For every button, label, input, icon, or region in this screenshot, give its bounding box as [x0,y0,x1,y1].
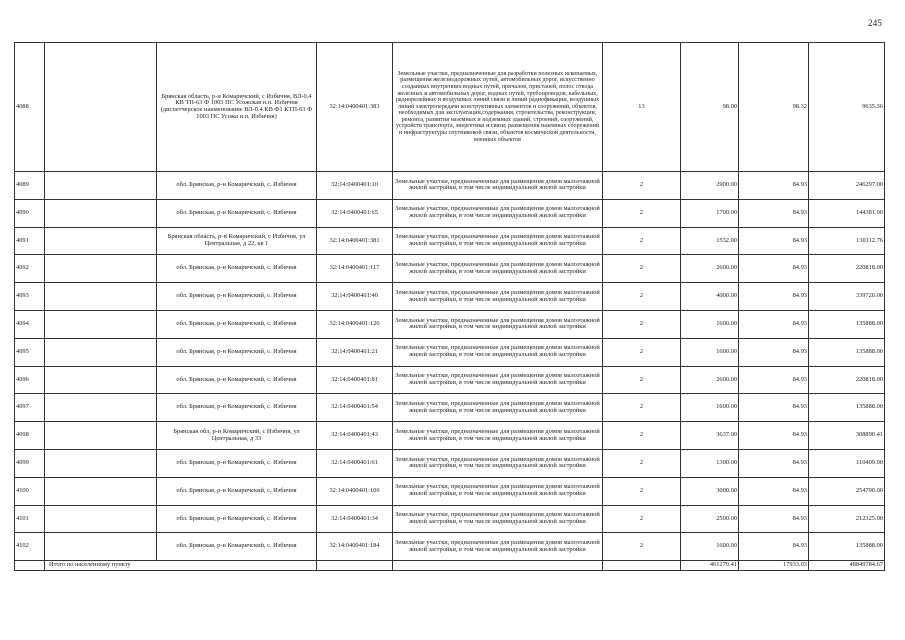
group-cell: 2 [603,199,681,227]
table-row [15,449,885,477]
row-number: 4088 [15,43,45,172]
cadastral-number-cell: 32:14:0400401:126 [317,310,393,338]
empty-cell [45,338,157,366]
cadastral-number-cell: 32:14:0400401:383 [317,43,393,172]
area-cell: 2900.00 [681,172,739,200]
specific-value-cell: 84.93 [739,172,809,200]
area-cell: 1532.00 [681,227,739,255]
address-cell: обл. Брянская, р-н Комаричский, с. Избичня [157,338,317,366]
empty-cell [45,477,157,505]
area-cell: 3000.00 [681,477,739,505]
table-row [15,255,885,283]
empty-cell [603,561,681,571]
total-area: 461279.41 [681,561,739,571]
cadastral-number-cell: 32:14:0400401:43 [317,422,393,450]
empty-cell [45,533,157,561]
cadastral-value-cell: 254790.00 [809,477,885,505]
cadastral-value-cell: 110409.00 [809,449,885,477]
table-row [15,394,885,422]
cadastral-value-cell: 246297.00 [809,172,885,200]
cadastral-number-cell: 32:14:0400401:117 [317,255,393,283]
cadastral-value-table [14,42,885,571]
area-cell: 2500.00 [681,505,739,533]
cadastral-value-cell: 212325.00 [809,505,885,533]
specific-value-cell: 84.93 [739,449,809,477]
group-cell: 2 [603,172,681,200]
specific-value-cell: 84.93 [739,477,809,505]
table-row [15,227,885,255]
cadastral-value-cell: 135888.00 [809,533,885,561]
group-cell: 2 [603,422,681,450]
table-row [15,366,885,394]
row-number: 4097 [15,394,45,422]
cadastral-value-cell: 220818.00 [809,255,885,283]
address-cell: обл. Брянская, р-н Комаричский, с. Избичня [157,394,317,422]
specific-value-cell: 84.93 [739,227,809,255]
row-number: 4098 [15,422,45,450]
cadastral-number-cell: 32:14:0400401:81 [317,366,393,394]
row-number: 4092 [15,255,45,283]
area-cell: 1600.00 [681,533,739,561]
empty-cell [45,227,157,255]
table-row [15,310,885,338]
land-use-cell: Земельные участки, предназначенные для размещения домов малоэтажной жилой застройки, в том числе индивидуальной жилой застройки [393,394,603,422]
empty-cell [45,394,157,422]
empty-cell [45,449,157,477]
table-row [15,477,885,505]
empty-cell [45,199,157,227]
total-row [15,561,885,571]
row-number: 4095 [15,338,45,366]
group-cell: 2 [603,227,681,255]
page-number: 245 [868,18,883,28]
empty-cell [15,561,45,571]
cadastral-number-cell: 32:14:0400401:106 [317,477,393,505]
row-number: 4102 [15,533,45,561]
table-row [15,283,885,311]
cadastral-value-cell: 144381.00 [809,199,885,227]
table-row [15,172,885,200]
row-number: 4096 [15,366,45,394]
address-cell: обл. Брянская, р-н Комаричский, с. Избичня [157,449,317,477]
group-cell: 2 [603,533,681,561]
group-cell: 2 [603,283,681,311]
group-cell: 2 [603,338,681,366]
cadastral-value-cell: 135888.00 [809,310,885,338]
group-cell: 2 [603,366,681,394]
land-use-cell: Земельные участки, предназначенные для размещения домов малоэтажной жилой застройки, в том числе индивидуальной жилой застройки [393,505,603,533]
specific-value-cell: 84.93 [739,255,809,283]
area-cell: 4000.00 [681,283,739,311]
empty-cell [45,172,157,200]
table-row [15,43,885,172]
address-cell: обл. Брянская, р-н Комаричский, с. Избичня [157,199,317,227]
cadastral-number-cell: 32:14:0400401:40 [317,283,393,311]
land-use-cell: Земельные участки, предназначенные для размещения домов малоэтажной жилой застройки, в том числе индивидуальной жилой застройки [393,366,603,394]
specific-value-cell: 84.93 [739,199,809,227]
land-use-cell: Земельные участки, предназначенные для размещения домов малоэтажной жилой застройки, в том числе индивидуальной жилой застройки [393,283,603,311]
empty-cell [393,561,603,571]
total-label: Итого по населенному пункту [45,561,317,571]
address-cell: обл. Брянская, р-н Комаричский, с. Избичня [157,366,317,394]
row-number: 4101 [15,505,45,533]
land-use-cell: Земельные участки, предназначенные для размещения домов малоэтажной жилой застройки, в том числе индивидуальной жилой застройки [393,477,603,505]
group-cell: 2 [603,255,681,283]
address-cell: обл. Брянская, р-н Комаричский, с. Избичня [157,310,317,338]
total-specific-value: 17933.03 [739,561,809,571]
area-cell: 1600.00 [681,394,739,422]
cadastral-value-cell: 220818.00 [809,366,885,394]
row-number: 4093 [15,283,45,311]
table-body [15,43,885,571]
address-cell: Брянская обл, р-н Комаричский, с Избичня, ул Центральная, д 33 [157,422,317,450]
area-cell: 2600.00 [681,255,739,283]
empty-cell [45,283,157,311]
address-cell: обл. Брянская, р-н Комаричский, с. Избичня [157,477,317,505]
row-number: 4091 [15,227,45,255]
cadastral-number-cell: 32:14:0400401:54 [317,394,393,422]
empty-cell [45,43,157,172]
area-cell: 98.00 [681,43,739,172]
address-cell: обл. Брянская, р-н Комаричский, с. Избичня [157,172,317,200]
land-use-cell: Земельные участки, предназначенные для размещения домов малоэтажной жилой застройки, в том числе индивидуальной жилой застройки [393,199,603,227]
row-number: 4099 [15,449,45,477]
table-row [15,422,885,450]
group-cell: 2 [603,477,681,505]
table-row [15,199,885,227]
empty-cell [45,366,157,394]
row-number: 4090 [15,199,45,227]
empty-cell [317,561,393,571]
table-row [15,338,885,366]
area-cell: 3637.00 [681,422,739,450]
cadastral-number-cell: 32:14:0400401:34 [317,505,393,533]
cadastral-number-cell: 32:14:0400401:381 [317,227,393,255]
specific-value-cell: 84.93 [739,394,809,422]
land-use-cell: Земельные участки, предназначенные для размещения домов малоэтажной жилой застройки, в том числе индивидуальной жилой застройки [393,533,603,561]
land-use-cell: Земельные участки, предназначенные для размещения домов малоэтажной жилой застройки, в том числе индивидуальной жилой застройки [393,227,603,255]
empty-cell [45,255,157,283]
address-cell: обл. Брянская, р-н Комаричский, с. Избичня [157,255,317,283]
cadastral-number-cell: 32:14:0400401:61 [317,449,393,477]
address-cell: Брянская область, р-н Комаричский, с Избичня, ул Центральная, д 22, кв 1 [157,227,317,255]
group-cell: 2 [603,505,681,533]
cadastral-number-cell: 32:14:0400401:21 [317,338,393,366]
address-cell: Брянская область, р-н Комаричский, с Избичня, ВЛ-0.4 КВ ТП-63 Ф 1003 ПС Усожская н.п. Избичня (диспетчерское наименование ВЛ-0.4 КВ Ф1 КТП-63 Ф 1003 ПС Усожа н.п. Избичня) [157,43,317,172]
group-cell: 2 [603,394,681,422]
specific-value-cell: 84.93 [739,505,809,533]
address-cell: обл. Брянская, р-н Комаричский, с. Избичня [157,533,317,561]
cadastral-value-cell: 130112.76 [809,227,885,255]
group-cell: 13 [603,43,681,172]
land-use-cell: Земельные участки, предназначенные для размещения домов малоэтажной жилой застройки, в том числе индивидуальной жилой застройки [393,310,603,338]
cadastral-value-cell: 308890.41 [809,422,885,450]
land-use-cell: Земельные участки, предназначенные для размещения домов малоэтажной жилой застройки, в том числе индивидуальной жилой застройки [393,449,603,477]
table-row [15,533,885,561]
specific-value-cell: 84.93 [739,422,809,450]
address-cell: обл. Брянская, р-н Комаричский, с. Избичня [157,505,317,533]
row-number: 4089 [15,172,45,200]
cadastral-value-cell: 339720.00 [809,283,885,311]
specific-value-cell: 84.93 [739,310,809,338]
empty-cell [45,505,157,533]
land-use-cell: Земельные участки, предназначенные для разработки полезных ископаемых, размещения железнодорожных путей, автомобильных дорог, искусственно созданных внутренних водных путей, причалов, пристаней, полос отвода железных и автомобильных дорог, водных путей, трубопроводов, кабельных, радиорелейных и воздушных линий связи и линий радиофикации, воздушных линий электропередачи конструктивных элементов и сооружений, объектов, необходимых для эксплуатации,содержания, строительства, реконструкции, ремонта, развития наземных и подземных зданий, строений, сооружений, устройств транспорта, энергетики и связи; размещения наземных сооружений и инфраструктуры спутниковой связи, объектов космической деятельности, военных объектов [393,43,603,172]
cadastral-number-cell: 32:14:0400401:65 [317,199,393,227]
cadastral-value-cell: 9635.36 [809,43,885,172]
specific-value-cell: 84.93 [739,366,809,394]
specific-value-cell: 84.93 [739,338,809,366]
group-cell: 2 [603,449,681,477]
row-number: 4094 [15,310,45,338]
area-cell: 1600.00 [681,338,739,366]
area-cell: 1600.00 [681,310,739,338]
land-use-cell: Земельные участки, предназначенные для размещения домов малоэтажной жилой застройки, в том числе индивидуальной жилой застройки [393,255,603,283]
area-cell: 2600.00 [681,366,739,394]
land-use-cell: Земельные участки, предназначенные для размещения домов малоэтажной жилой застройки, в том числе индивидуальной жилой застройки [393,422,603,450]
row-number: 4100 [15,477,45,505]
cadastral-number-cell: 32:14:0400401:10 [317,172,393,200]
land-use-cell: Земельные участки, предназначенные для размещения домов малоэтажной жилой застройки, в том числе индивидуальной жилой застройки [393,338,603,366]
specific-value-cell: 84.93 [739,533,809,561]
specific-value-cell: 84.93 [739,283,809,311]
cadastral-value-cell: 135888.00 [809,338,885,366]
empty-cell [45,422,157,450]
specific-value-cell: 98.32 [739,43,809,172]
cadastral-number-cell: 32:14:0400401:184 [317,533,393,561]
table-row [15,505,885,533]
cadastral-value-cell: 135888.00 [809,394,885,422]
total-cadastral-value: 48849784.67 [809,561,885,571]
area-cell: 1700.00 [681,199,739,227]
group-cell: 2 [603,310,681,338]
land-use-cell: Земельные участки, предназначенные для размещения домов малоэтажной жилой застройки, в том числе индивидуальной жилой застройки [393,172,603,200]
address-cell: обл. Брянская, р-н Комаричский, с. Избичня [157,283,317,311]
area-cell: 1300.00 [681,449,739,477]
empty-cell [45,310,157,338]
